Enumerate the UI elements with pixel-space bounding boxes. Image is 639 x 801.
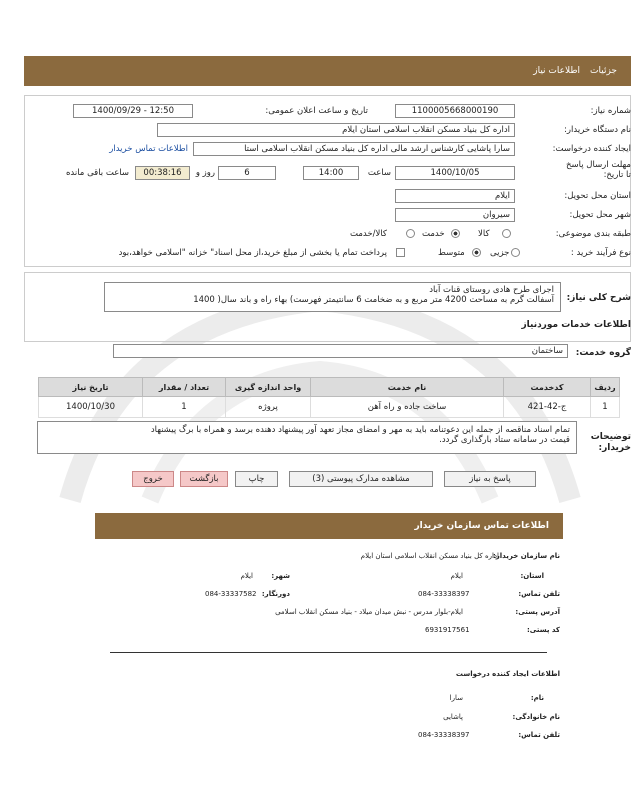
contact-postal-value: 6931917561 <box>425 626 470 634</box>
table-row <box>39 397 620 418</box>
services-table <box>38 377 620 418</box>
purchase-medium-label: متوسط <box>438 248 465 258</box>
services-table-wrap <box>38 377 620 418</box>
category-goods-radio[interactable] <box>502 229 511 238</box>
contact-address-value: ایلام-بلوار مدرس - نبش میدان میلاد - بنیاد مسکن انقلاب اسلامی <box>275 608 463 616</box>
creator-phone-value: 084-33338397 <box>418 731 470 739</box>
creator-family-label: نام خانوادگی: <box>512 713 560 721</box>
summary-field <box>104 282 561 312</box>
need-info-panel <box>24 95 631 267</box>
col-row: ردیف <box>591 378 620 397</box>
creator-heading: اطلاعات ایجاد کننده درخواست <box>455 670 560 678</box>
deadline-time-label: ساعت <box>367 168 391 178</box>
days-label: روز و <box>195 168 215 178</box>
notes-line2: قیمت در سامانه ستاد بارگذاری گردد. <box>439 435 570 445</box>
buyer-notes-label: توضیحات خریدار: <box>590 432 631 453</box>
remaining-time-field: 00:38:16 <box>135 166 190 180</box>
creator-name-label: نام: <box>530 694 544 702</box>
summary-label: شرح کلی نیاز: <box>566 293 631 303</box>
contact-province-value: ایلام <box>450 572 463 580</box>
creator-field: سارا پاشایی کارشناس ارشد مالی اداره کل بنیاد مسکن انقلاب اسلامی استا <box>193 142 515 156</box>
back-button[interactable]: بازگشت <box>180 471 228 487</box>
service-group-label: گروه خدمت: <box>575 348 631 358</box>
contact-postal-label: کد پستی: <box>526 626 560 634</box>
category-label: طبقه بندی موضوعی: <box>555 229 631 239</box>
col-qty: تعداد / مقدار <box>143 378 226 397</box>
need-number-field: 1100005668000190 <box>395 104 515 118</box>
summary-line1: اجرای طرح هادی روستای قنات آباد <box>429 285 554 295</box>
col-name: نام خدمت <box>311 378 504 397</box>
category-both-label: کالا/خدمت <box>350 229 387 239</box>
days-field: 6 <box>218 166 276 180</box>
buyer-notes-field <box>37 421 577 454</box>
deadline-time-field: 14:00 <box>303 166 359 180</box>
contact-fax-value: 084-33337582 <box>205 590 257 598</box>
creator-family-value: پاشایی <box>443 713 463 721</box>
creator-name-value: سارا <box>449 694 463 702</box>
service-group-field: ساختمان <box>113 344 568 358</box>
treasury-payment-checkbox[interactable] <box>396 248 405 257</box>
device-field: اداره کل بنیاد مسکن انقلاب اسلامی استان ایلام <box>157 123 515 137</box>
contact-address-label: آدرس پستی: <box>515 608 560 616</box>
col-date: تاریخ نیاز <box>39 378 143 397</box>
category-service-radio[interactable] <box>451 229 460 238</box>
contact-fax-label: دورنگار: <box>261 590 290 598</box>
view-docs-button[interactable]: مشاهده مدارک پیوستی (3) <box>289 471 433 487</box>
page-header <box>24 56 631 86</box>
row-index: 1 <box>591 397 620 418</box>
contact-header: اطلاعات تماس سازمان خریدار <box>95 513 563 539</box>
row-name: ساخت جاده و راه آهن <box>311 397 504 418</box>
header-title-need-info: اطلاعات نیاز <box>533 66 581 76</box>
row-code: ج-42-421 <box>504 397 591 418</box>
contact-province-label: استان: <box>520 572 544 580</box>
city-field: سیروان <box>395 208 515 222</box>
row-qty: 1 <box>143 397 226 418</box>
contact-city-label: شهر: <box>271 572 290 580</box>
contact-org-value: اداره کل بنیاد مسکن انقلاب اسلامی استان ایلام <box>360 552 499 560</box>
contact-phone-label: تلفن تماس: <box>518 590 560 598</box>
row-unit: پروژه <box>226 397 311 418</box>
province-field: ایلام <box>395 189 515 203</box>
creator-phone-label: تلفن تماس: <box>518 731 560 739</box>
notes-line1: تمام اسناد مناقصه از جمله این دعوتنامه باید به مهر و امضای مجاز تعهد آور پیشنهاد دهنده برسد و همراه با برگ پیشنهاد <box>150 425 570 435</box>
need-number-label: شماره نیاز: <box>590 106 631 116</box>
services-table-header <box>39 378 620 397</box>
exit-button[interactable]: خروج <box>132 471 174 487</box>
contact-divider <box>110 652 547 653</box>
row-date: 1400/10/30 <box>39 397 143 418</box>
category-goods-label: کالا <box>478 229 490 239</box>
announce-field: 1400/09/29 - 12:50 <box>73 104 193 118</box>
treasury-payment-note: پرداخت تمام یا بخشی از مبلغ خرید،از محل اسناد" خزانه "اسلامی خواهد،بود <box>118 248 387 258</box>
city-label: شهر محل تحویل: <box>569 210 631 220</box>
print-button[interactable]: چاپ <box>235 471 278 487</box>
category-both-radio[interactable] <box>406 229 415 238</box>
province-label: استان محل تحویل: <box>564 191 631 201</box>
purchase-minor-label: جزیی <box>490 248 510 258</box>
deadline-label: مهلت ارسال پاسخ تا تاریخ: <box>566 160 631 180</box>
buyer-contact-link[interactable]: اطلاعات تماس خریدار <box>109 144 188 154</box>
header-title-details: جزئیات <box>590 66 617 76</box>
contact-org-label: نام سازمان خریدار: <box>492 552 560 560</box>
category-service-label: خدمت <box>422 229 445 239</box>
deadline-date-field: 1400/10/05 <box>395 166 515 180</box>
reply-button[interactable]: پاسخ به نیاز <box>444 471 536 487</box>
announce-label: تاریخ و ساعت اعلان عمومی: <box>265 106 368 116</box>
device-label: نام دستگاه خریدار: <box>564 125 631 135</box>
creator-label: ایجاد کننده درخواست: <box>552 144 631 154</box>
services-heading: اطلاعات خدمات موردنیاز <box>521 320 631 330</box>
purchase-medium-radio[interactable] <box>472 248 481 257</box>
remaining-time-label: ساعت باقی مانده <box>65 168 129 178</box>
col-unit: واحد اندازه گیری <box>226 378 311 397</box>
col-code: کدخدمت <box>504 378 591 397</box>
summary-line2: آسفالت گرم به مساحت 4200 متر مربع و به ضخامت 6 سانتیمتر فهرست) بهاء راه و باند سال( 1400 <box>193 295 554 305</box>
contact-city-value: ایلام <box>240 572 253 580</box>
purchase-minor-radio[interactable] <box>511 248 520 257</box>
contact-phone-value: 084-33338397 <box>418 590 470 598</box>
purchase-type-label: نوع فرآیند خرید : <box>570 248 631 258</box>
